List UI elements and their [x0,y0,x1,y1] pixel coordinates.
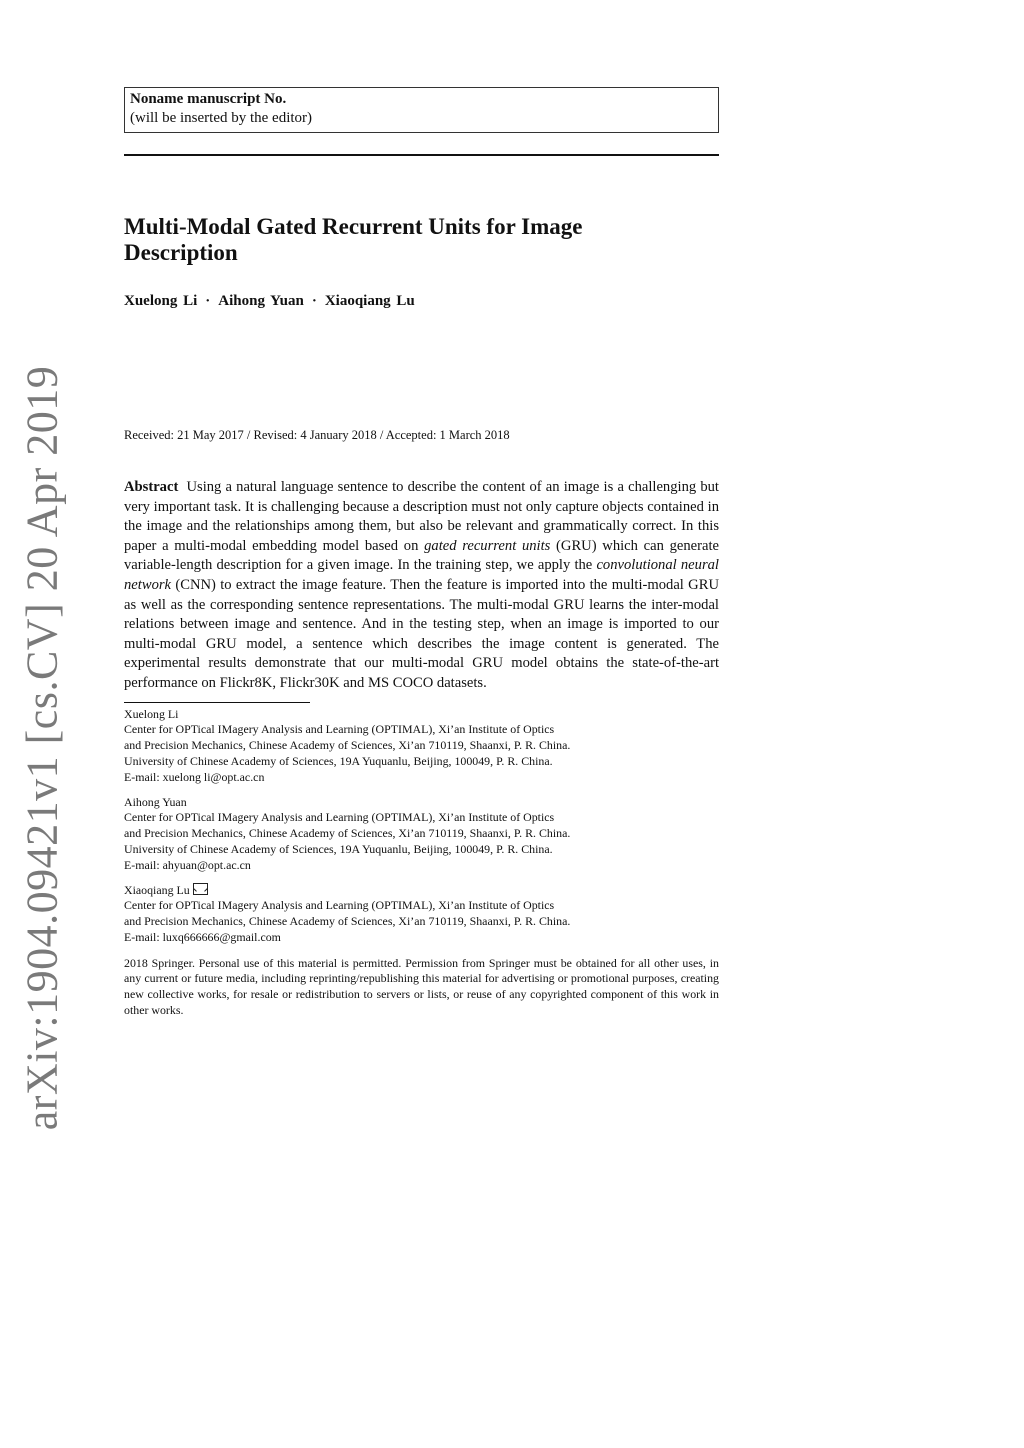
affiliation-line: Center for OPTical IMagery Analysis and Learning (OPTIMAL), Xi’an Institute of Optics [124,898,555,913]
affiliation-author: Xuelong Li [124,706,179,721]
manuscript-number: Noname manuscript No. [130,91,287,107]
submission-dates: Received: 21 May 2017 / Revised: 4 January 2018 / Accepted: 1 March 2018 [124,428,510,442]
copyright-notice: 2018 Springer. Personal use of this material is permitted. Permission from Springer must be obtained for all other uses, in any current or future media, including reprinting/republishing this material for advertising or promotional purposes, creating new collective works, for resale or redistribution to servers or lists, or reuse of any copyrighted component of this work in other works. [124,955,719,1018]
abstract-heading: Abstract [124,479,179,495]
abstract [124,478,719,694]
affiliation-author-row [124,883,719,899]
author-name: Aihong Yuan [218,293,304,309]
editor-note: (will be inserted by the editor) [130,110,313,126]
affiliation-block [124,795,719,874]
author-name: Xiaoqiang Lu [324,293,415,309]
affiliation-line: Center for OPTical IMagery Analysis and Learning (OPTIMAL), Xi’an Institute of Optics [124,722,555,737]
envelope-icon [193,883,208,895]
affiliation-line: and Precision Mechanics, Chinese Academy of Sciences, Xi’an 710119, Shaanxi, P. R. China. [124,914,571,929]
affiliation-author: Aihong Yuan [124,794,187,809]
affiliation-author: Xiaoqiang Lu [124,882,190,897]
abstract-text: Using a natural language sentence to describe the content of an image is a challenging but very important task. It is challenging because a description must not only capture objects contained in the image and the relationships among them, but also be relevant and grammatically correct. In this paper a multi-modal embedding model based on [124,479,719,554]
author-separator: · [311,293,317,309]
footnote-rule [124,702,310,703]
header-rule [124,154,719,156]
affiliation-block [124,707,719,786]
abstract-text: (CNN) to extract the image feature. Then the feature is imported into the multi-modal GRU as well as the corresponding sentence representations. The multi-modal GRU learns the inter-modal relations between image and sentence. And in the testing step, when an image is imported to our multi-modal GRU model, a sentence which describes the image content is generated. The experimental results demonstrate that our multi-modal GRU model obtains the state-of-the-art performance on Flickr8K, Flickr30K and MS COCO datasets. [124,576,719,691]
arxiv-identifier: arXiv:1904.09421v1 [cs.CV] 20 Apr 2019 [17,365,67,1131]
affiliation-line: University of Chinese Academy of Sciences, 19A Yuquanlu, Beijing, 100049, P. R. China. [124,841,553,856]
abstract-emphasis: convolutional neural network [124,557,719,593]
paper-first-page [124,87,719,1019]
affiliation-block [124,883,719,946]
affiliation-email: E-mail: ahyuan@opt.ac.cn [124,857,251,872]
affiliation-line: Center for OPTical IMagery Analysis and Learning (OPTIMAL), Xi’an Institute of Optics [124,810,555,825]
paper-title: Multi-Modal Gated Recurrent Units for Image Description [124,214,583,265]
affiliation-email: E-mail: luxq666666@gmail.com [124,929,281,944]
editor-box [124,87,719,133]
affiliation-line: and Precision Mechanics, Chinese Academy of Sciences, Xi’an 710119, Shaanxi, P. R. China. [124,826,571,841]
author-list [124,293,719,310]
abstract-emphasis: gated recurrent units [424,537,551,554]
abstract-text: (GRU) which can generate variable-length description for a given image. In the training step, we apply the [124,537,720,574]
author-separator: · [205,293,211,309]
affiliation-line: and Precision Mechanics, Chinese Academy of Sciences, Xi’an 710119, Shaanxi, P. R. China. [124,738,571,753]
affiliation-line: University of Chinese Academy of Sciences, 19A Yuquanlu, Beijing, 100049, P. R. China. [124,753,553,768]
author-name: Xuelong Li [124,293,198,309]
affiliation-email: E-mail: xuelong li@opt.ac.cn [124,769,265,784]
